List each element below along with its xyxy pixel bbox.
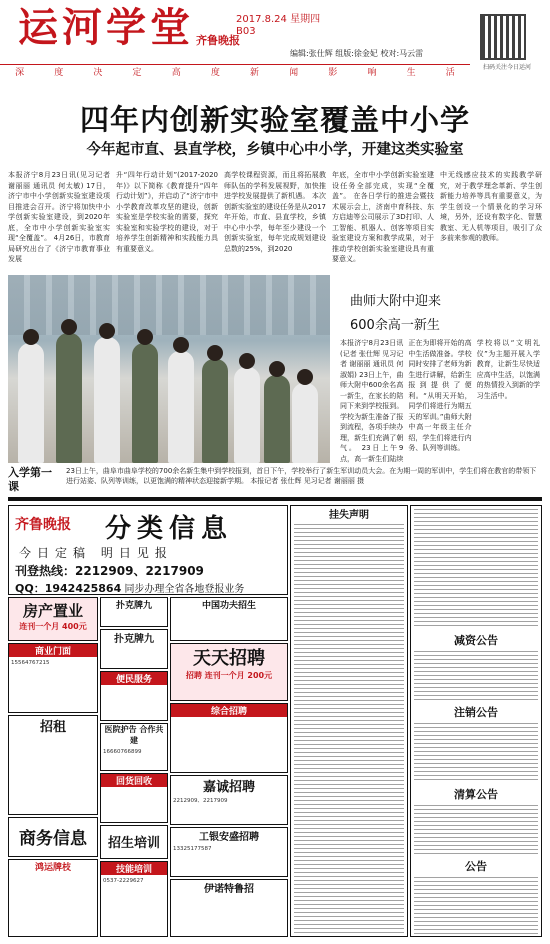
ad-lost-notice[interactable] xyxy=(290,505,408,937)
slogan-char: 决 xyxy=(93,68,103,78)
classified-hotline: 刊登热线：2212909、2217909 xyxy=(15,564,204,578)
student-figure xyxy=(292,383,318,463)
ad-factory-phone: 13325177587 xyxy=(173,846,212,852)
section-divider xyxy=(8,497,542,501)
ad-recruit[interactable] xyxy=(8,715,98,815)
ad-convenience[interactable] xyxy=(100,671,168,721)
photo-caption: 23日上午，曲阜市曲阜学校的700余名新生集中到学校报到，首日下午，学校举行了新生军训动员大会。在为期一周的军训中，学生们将在教官的带领下进行站姿、队列等训练，以更饱满的精神状态迎接新学期。 本报记者 张仕辉 见习记者 谢丽丽 摄 xyxy=(66,467,537,485)
fine-print xyxy=(414,877,538,937)
qq-note: 同步办理全省各地登报业务 xyxy=(124,584,245,595)
article-column: 本报济宁8月23日讯(见习记者 谢丽丽 通讯员 何太敏) 17日，济宁市中小学创新实验室建设项目推进会召开。济宁将加快中小学创新实验室建设，到2020年底，全市中小学创新实验室实现“全覆盖”。 4月26日，市教育局研究出台了《济宁市教育事业发展 xyxy=(8,171,110,263)
classified-paper-name: 齐鲁晚报 xyxy=(15,517,71,533)
fine-print xyxy=(414,651,538,701)
ad-daily-hiring[interactable] xyxy=(170,643,288,701)
article-body xyxy=(8,170,542,270)
fine-print xyxy=(414,805,538,855)
ad-hospital[interactable] xyxy=(100,723,168,771)
ad-skill[interactable] xyxy=(100,861,168,937)
ad-convenience-bar: 便民服务 xyxy=(101,672,167,685)
side-story-column: 本报济宁8月23日讯(记者 张仕辉 见习记者 谢丽丽 通讯员 何淑娟) 23日上午，曲师大附中600余名高一新生，在家长的陪同下来到学校报到。学校为新生准备了报到流程，各项手续办理，新生们充满了朝气。 23日上午9点，高一新生们陆续 xyxy=(340,339,404,463)
ad-poker-2[interactable] xyxy=(100,629,168,669)
article-column: 中无线感应技术的实践教学研究，对于教学理念革新、学生创新能力培养等具有重要意义，为学生创设一个情景化的学习环境，另外，还设有数字化、智慧教室、无人机等项目，吸引了众多前来参观的教师。 xyxy=(440,171,542,242)
fine-print xyxy=(414,723,538,783)
student-figure xyxy=(18,343,44,463)
student-figure xyxy=(56,333,82,463)
fine-print xyxy=(294,524,404,934)
ad-house-listing[interactable] xyxy=(8,643,98,713)
ad-recycle[interactable] xyxy=(100,773,168,823)
ad-hospital-title: 医院护告 合作共建 xyxy=(104,725,164,745)
side-story-body xyxy=(340,338,540,464)
military-training-photo xyxy=(8,275,330,463)
classified-qq xyxy=(15,580,244,596)
masthead xyxy=(0,0,550,80)
slogan-char: 生 xyxy=(406,68,416,78)
side-story-title-line2: 600余高一新生 xyxy=(350,318,440,333)
issue-date: 2017.8.24 星期四 xyxy=(236,14,321,25)
classified-header xyxy=(8,505,288,595)
slogan-char: 影 xyxy=(328,68,338,78)
slogan-char: 闻 xyxy=(289,68,299,78)
ad-hongyun-title: 鸿运牌枝 xyxy=(34,863,71,873)
ad-house-phone: 15564767215 xyxy=(11,660,50,666)
ad-recruit-title: 招租 xyxy=(39,720,66,735)
qr-caption: 扫码关注今日运河 xyxy=(482,64,531,71)
qq-number: QQ：1942425864 xyxy=(15,582,122,595)
ad-hospital-phone: 16660766899 xyxy=(103,749,142,755)
ad-enlist-title: 招生培训 xyxy=(107,836,160,851)
student-figure xyxy=(132,343,158,463)
photo-building xyxy=(8,275,330,335)
page-number: B03 xyxy=(236,26,256,37)
ad-yizhuo[interactable] xyxy=(170,879,288,937)
article-subheadline: 今年起市直、县直学校，乡镇中心中小学，开建这类实验室 xyxy=(86,142,464,158)
ad-property-title: 房产置业 xyxy=(22,602,83,620)
ad-factory-title: 工银安盛招聘 xyxy=(199,832,259,843)
ad-poker[interactable] xyxy=(100,597,168,627)
ad-poker-title: 扑克牌九 xyxy=(115,601,152,611)
ad-property[interactable] xyxy=(8,597,98,641)
student-figure xyxy=(168,351,194,463)
ad-daily-hiring-note: 招聘 连刊一个月 200元 xyxy=(185,671,273,680)
ad-recycle-bar: 回货回收 xyxy=(101,774,167,787)
ad-capital-reduction-title: 减资公告 xyxy=(454,634,498,647)
ad-poker-title-2: 扑克牌九 xyxy=(114,634,154,645)
student-figure xyxy=(264,375,290,463)
ad-kungfu-title: 中国功夫招生 xyxy=(201,601,256,611)
ad-property-note: 连刊一个月 400元 xyxy=(19,622,87,631)
photo-caption-tag: 入学第一课 xyxy=(8,466,52,493)
slogan-char: 活 xyxy=(445,68,455,78)
article-column: 年底，全市中小学创新实验室建设任务全部完成，实现“全覆盖”。 在各日学行的推进会暨技术展示会上，济南中育科技、东方启迪等公司展示了3D打印、人工智能、机器人、创客等项目实验室建设方案和教学成果，对于推动学校创新实验室建设具有重要意义。 xyxy=(332,171,434,263)
classified-title: 分类信息 xyxy=(105,514,234,544)
editors-line: 编辑:张仕辉 组版:徐金妃 校对:马云雷 xyxy=(290,49,424,58)
ad-jiacheng[interactable] xyxy=(170,775,288,825)
fine-print xyxy=(414,509,538,629)
student-figure xyxy=(202,359,228,463)
ad-liquidation-title: 清算公告 xyxy=(454,788,498,801)
slogan-char: 新 xyxy=(250,68,260,78)
classified-ads xyxy=(8,505,542,939)
article-headline: 四年内创新实验室覆盖中小学 xyxy=(79,103,470,137)
slogan-char: 度 xyxy=(210,68,220,78)
side-story-title: 曲师大附中迎来 xyxy=(350,294,442,309)
ad-jiacheng-title: 嘉诚招聘 xyxy=(202,780,255,795)
ad-enlist[interactable] xyxy=(100,825,168,859)
slogan-char: 深 xyxy=(15,68,25,78)
ad-skill-bar: 技能培训 xyxy=(101,862,167,875)
slogan-char: 响 xyxy=(367,68,377,78)
ad-jiacheng-phone: 2212909、2217909 xyxy=(173,798,228,804)
masthead-slogan xyxy=(0,64,470,78)
ad-deregistration-title: 注销公告 xyxy=(454,706,498,719)
ad-biz-info[interactable] xyxy=(8,817,98,857)
ad-hongyun[interactable] xyxy=(8,859,98,937)
ad-notices[interactable] xyxy=(410,505,542,937)
side-story-column: 学校将以“文明礼仪”为主题开展入学教育，让新生尽快适应高中生活，以饱满的热情投入到新的学习生活中。 xyxy=(476,339,540,400)
masthead-paper-name: 齐鲁晚报 xyxy=(196,34,240,47)
slogan-char: 定 xyxy=(132,68,142,78)
ad-general-hiring[interactable] xyxy=(170,703,288,773)
student-figure xyxy=(234,367,260,463)
ad-factory[interactable] xyxy=(170,827,288,877)
ad-yizhuo-title: 伊诺特鲁招 xyxy=(204,884,254,895)
article-column: 高学校课程资源，而且将拓展教师队伍的学科发展视野，加快推进学校发展提供了新机遇。 本次创新实验室的建设任务是从2017年开始，市直、县直学校，乡镇中心中小学，每年至少建设一个创新实验室，每年完成规划建设总数的25%，到2020 xyxy=(224,171,326,253)
ad-daily-hiring-title: 天天招聘 xyxy=(193,648,265,669)
ad-announcement-title: 公告 xyxy=(465,860,487,873)
slogan-char: 高 xyxy=(171,68,181,78)
ad-biz-info-title: 商务信息 xyxy=(19,829,87,849)
slogan-char: 度 xyxy=(54,68,64,78)
ad-lost-notice-title: 挂失声明 xyxy=(329,510,369,521)
masthead-title: 运河学堂 xyxy=(18,4,194,51)
ad-skill-phone: 0537-2229627 xyxy=(103,878,144,884)
classified-motto: 今日定稿 明日见报 xyxy=(19,546,173,560)
student-figure xyxy=(94,337,120,463)
ad-kungfu[interactable] xyxy=(170,597,288,641)
side-story-column: 正在为即将开始的高中生活做准备。学校同时安排了老师为新生进行讲解，给新生报到提供了便利。“从明天开始，同学们将进行为期五天的军训。”曲师大附中高一年级主任介绍，学生们将进行内务、队列等训练。 xyxy=(408,339,472,452)
ad-house-bar: 商业门面 xyxy=(9,644,97,657)
qr-code-icon[interactable] xyxy=(480,14,526,60)
ad-general-hiring-bar: 综合招聘 xyxy=(171,704,287,717)
article-column: 升“四年行动计划”(2017-2020年)》以下简称《教育提升“四年行动计划”》，并启动了“济宁市中小学教育改革攻坚的建设，创新实验室是学校实验的需要，探究实验室和实验学校的建设，对于培养学生创新精神和实践能力具有重要意义。 xyxy=(116,171,218,253)
